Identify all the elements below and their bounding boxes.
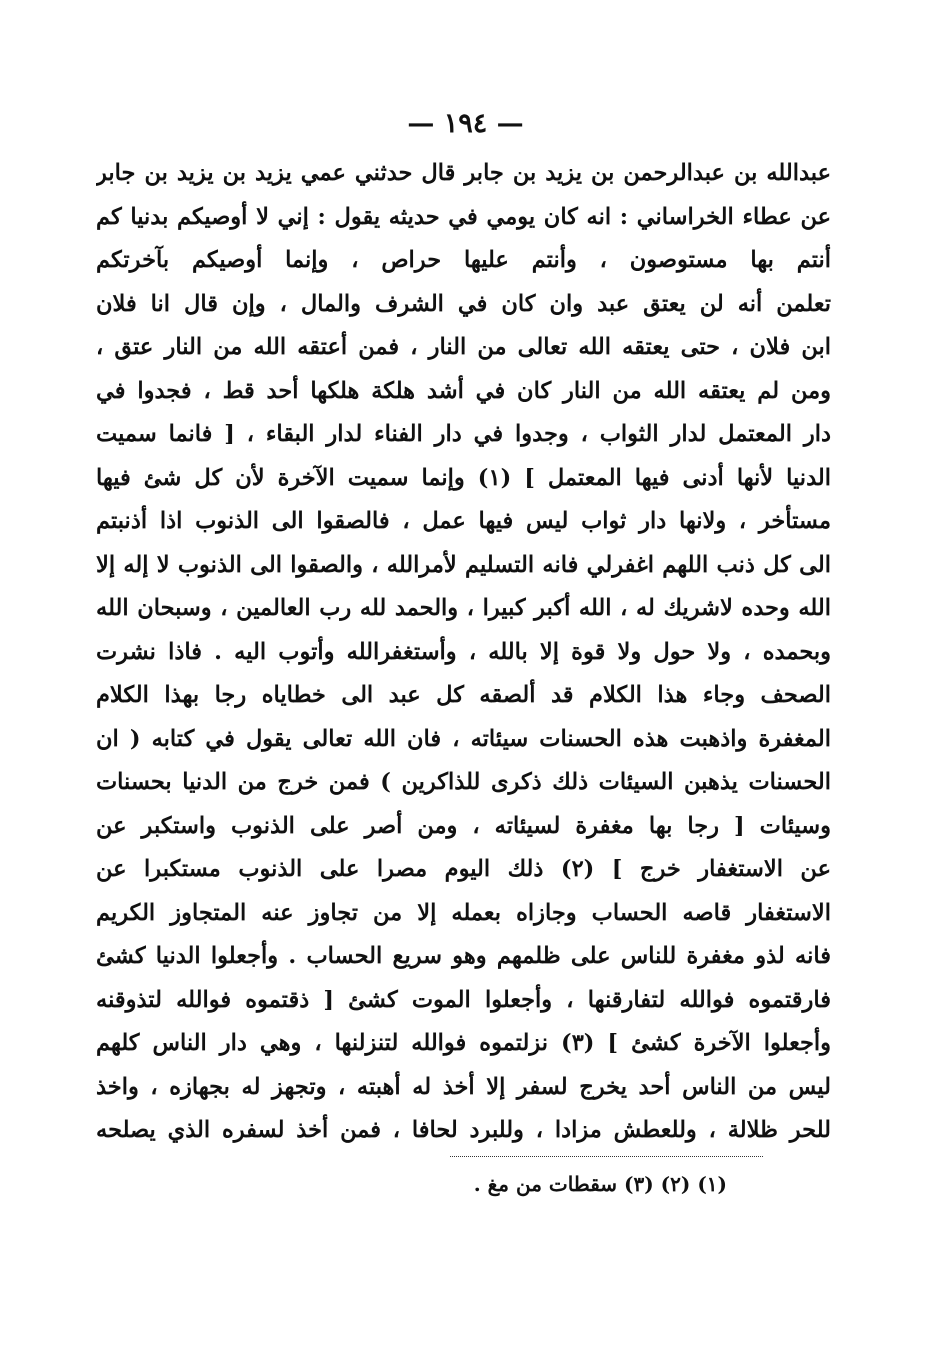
text-line: الله وحده لاشريك له ، الله أكبر كبيرا ، والحمد لله رب العالمين ، وسبحان الله	[96, 595, 831, 621]
text-line: عبدالله بن عبدالرحمن بن يزيد بن جابر قال حدثني عمي يزيد بن يزيد بن جابر	[96, 160, 831, 186]
text-line: الاستغفار قاصه الحساب وجازاه بعمله إلا من تجاوز عنه المتجاوز الكريم	[96, 899, 831, 926]
text-line: ومن لم يعتقه الله من النار كان في أشد هلكة هلكها أحد قط ، فجدوا في	[96, 377, 831, 404]
text-line: وأجعلوا الآخرة كشئ ] (٣) نزلتموه فوالله لتنزلنها ، وهي دار الناس كلهم	[96, 1030, 831, 1056]
text-line: الى كل ذنب اللهم اغفرلي فانه التسليم لأمرالله ، والصقوا الى الذنوب لا إله إلا	[96, 551, 831, 578]
text-line: الحسنات يذهبن السيئات ذلك ذكرى للذاكرين ) فمن خرج من الدنيا بحسنات	[96, 769, 831, 795]
text-line: دار المعتمل لدار الثواب ، وجدوا في دار الفناء لدار البقاء ، [ فانما سميت	[96, 421, 831, 447]
text-line: وبحمده ، ولا حول ولا قوة إلا بالله ، وأستغفرالله وأتوب اليه . فاذا نشرت	[96, 638, 831, 665]
text-line: تعلمن أنه لن يعتق عبد وان كان في الشرف والمال ، وإن قال انا فلان	[96, 290, 831, 317]
text-line: الدنيا لأنها أدنى فيها المعتمل ] (١) وإنما سميت الآخرة لأن كل شئ فيها	[96, 464, 831, 491]
text-line: الصحف وجاء هذا الكلام قد ألصقه كل عبد الى خطاياه رجا بهذا الكلام	[96, 682, 831, 708]
text-line: وسيئات [ رجا بها مغفرة لسيئاته ، ومن أصر على الذنوب واستكبر عن	[96, 812, 831, 839]
text-line: فارقتموه فوالله لتفارقنها ، وأجعلوا الموت كشئ [ ذقتموه فوالله لتذوقنه	[96, 986, 831, 1013]
body-text	[96, 152, 831, 1153]
page-number: — ١٩٤ —	[407, 108, 524, 139]
text-line: مستأخر ، ولانها دار ثواب ليس فيها عمل ، فالصقوا الى الذنوب اذا أذنبتم	[96, 508, 831, 534]
footnote: (١) (٢) (٣) سقطات من مغ .	[473, 1172, 727, 1196]
text-line: ابن فلان ، حتى يعتقه الله تعالى من النار ، فمن أعتقه الله من النار عتق ،	[96, 334, 831, 360]
text-line: للحر ظلالة ، وللعطش مزادا ، وللبرد لحافا ، فمن أخذ لسفره الذي يصلحه	[96, 1117, 831, 1143]
text-line: ليس من الناس أحد يخرج لسفر إلا أخذ له أهبته ، وتجهز له بجهازه ، واخذ	[96, 1073, 831, 1100]
text-line: عن عطاء الخراساني : انه كان يومي في حديثه يقول : إني لا أوصيكم بدنيا كم	[96, 203, 831, 230]
text-line: أنتم بها مستوصون ، وأنتم عليها حراص ، وإنما أوصيكم بآخرتكم	[96, 247, 831, 273]
text-line: المغفرة واذهبت هذه الحسنات سيئاته ، فان الله تعالى يقول في كتابه ( ان	[96, 725, 831, 752]
footnote-divider	[450, 1156, 763, 1157]
text-line: عن الاستغفار خرج ] (٢) ذلك اليوم مصرا على الذنوب مستكبرا عن	[96, 856, 831, 882]
text-line: فانه لذو مغفرة للناس على ظلمهم وهو سريع الحساب . وأجعلوا الدنيا كشئ	[96, 943, 831, 969]
